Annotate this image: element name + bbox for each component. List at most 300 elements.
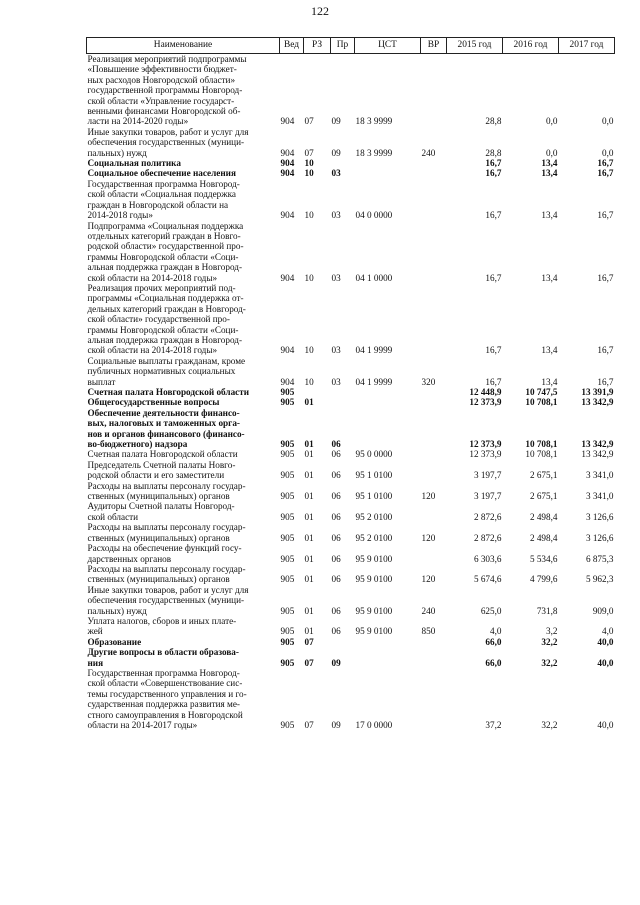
name-line: государственной программы Новгород- [87, 85, 243, 96]
table-row [87, 460, 615, 481]
cell-ved: 905 [280, 574, 295, 585]
cell-2017: 6 875,3 [585, 553, 614, 564]
cell-ved: 905 [280, 605, 295, 616]
cell-pr: 06 [331, 532, 341, 543]
cell-2015: 66,0 [485, 657, 502, 668]
table-row [87, 543, 615, 564]
cell-vr [421, 158, 447, 168]
name-line: Председатель Счетной палаты Новго- [87, 459, 236, 470]
cell-rz: 01 [304, 574, 314, 585]
name-line: ласти на 2014-2020 годы» [87, 116, 189, 127]
cell-rz: 10 [304, 168, 314, 179]
cell-2016: 2 498,4 [529, 532, 558, 543]
cell-pr: 06 [331, 491, 341, 502]
name-line: ственных (муниципальных) органов [87, 532, 230, 543]
cell-cst [355, 647, 421, 668]
cell-rz: 07 [304, 657, 314, 668]
name-line: венными финансами Новгородской об- [87, 106, 241, 117]
cell-2016: 10 708,1 [525, 439, 558, 450]
cell-ved: 905 [280, 387, 295, 397]
cell-vr [421, 543, 447, 564]
cell-2015: 28,8 [485, 116, 502, 127]
cell-ved: 905 [280, 511, 295, 522]
name-line: пальных) нужд [87, 147, 147, 158]
cell-2016: 731,8 [536, 605, 558, 616]
name-line: программы «Социальная поддержка от- [87, 293, 244, 304]
table-row [87, 127, 615, 158]
cell-cst: 95 9 0100 [355, 574, 393, 585]
cell-cst: 95 0 0000 [355, 449, 393, 460]
name-line: жей [87, 626, 103, 637]
column-header-2016: 2016 год [503, 38, 559, 54]
name-line: Государственная программа Новгород- [87, 178, 240, 189]
cell-name [87, 283, 280, 356]
cell-ved: 905 [280, 626, 295, 637]
table-row [87, 637, 615, 647]
table-body [87, 54, 615, 731]
cell-2017: 40,0 [597, 636, 614, 647]
cell-2015: 2 872,6 [473, 511, 502, 522]
name-line: пальных) нужд [87, 605, 147, 616]
cell-name [87, 397, 280, 407]
table-header-row [87, 38, 615, 54]
cell-cst: 95 1 0100 [355, 470, 393, 481]
column-header-rz: РЗ [304, 38, 331, 54]
cell-2017: 0,0 [602, 116, 614, 127]
name-line: Государственная программа Новгород- [87, 667, 240, 678]
name-line: ской области на 2014-2018 годы» [87, 345, 218, 356]
cell-2017: 4,0 [602, 626, 614, 637]
cell-2015: 16,7 [485, 376, 502, 387]
cell-vr [421, 283, 447, 356]
cell-cst: 95 9 0100 [355, 605, 393, 616]
cell-ved: 905 [280, 470, 295, 481]
cell-2017: 16,7 [597, 272, 614, 283]
table-row [87, 408, 615, 450]
name-line: граммы Новгородской области «Соци- [87, 251, 239, 262]
cell-cst [355, 168, 421, 178]
name-line: Обеспечение деятельности финансо- [87, 407, 240, 418]
cell-name [87, 522, 280, 543]
name-line: ных расходов Новгородской области» [87, 74, 236, 85]
cell-vr [421, 647, 447, 668]
budget-table [86, 37, 615, 730]
cell-2017: 13 342,9 [581, 397, 614, 408]
cell-ved: 905 [280, 439, 295, 450]
table-row [87, 54, 615, 127]
cell-cst: 95 2 0100 [355, 511, 393, 522]
column-header-ved: Вед [280, 38, 304, 54]
cell-vr [421, 408, 447, 450]
name-line: Подпрограмма «Социальная поддержка [87, 220, 244, 231]
name-line: Социальные выплаты гражданам, кроме [87, 355, 246, 366]
name-line: Иные закупки товаров, работ и услуг для [87, 584, 249, 595]
cell-2015: 625,0 [480, 605, 502, 616]
cell-vr [421, 460, 447, 481]
name-line: обеспечения государственных (муници- [87, 595, 245, 606]
cell-vr: 120 [421, 574, 436, 585]
name-line: ской области [87, 511, 139, 522]
cell-ved: 904 [280, 116, 295, 127]
cell-pr: 06 [331, 470, 341, 481]
cell-pr: 03 [331, 272, 341, 283]
cell-ved: 905 [280, 720, 295, 730]
cell-2016: 10 708,1 [525, 397, 558, 408]
cell-2016: 13,4 [541, 168, 558, 179]
column-header-2017: 2017 год [559, 38, 615, 54]
table-row [87, 356, 615, 387]
cell-name [87, 647, 280, 668]
cell-2017: 13 342,9 [581, 449, 614, 460]
cell-ved: 904 [280, 210, 295, 221]
table-row [87, 179, 615, 221]
cell-rz: 01 [304, 397, 314, 408]
cell-2017: 16,7 [597, 210, 614, 221]
cell-pr: 09 [331, 720, 341, 730]
cell-ved: 904 [280, 272, 295, 283]
cell-2017: 5 962,3 [585, 574, 614, 585]
cell-cst [355, 387, 421, 397]
name-line: родской области и его заместители [87, 470, 225, 481]
table-row [87, 397, 615, 407]
table-row [87, 221, 615, 283]
cell-pr: 09 [331, 657, 341, 668]
cell-2016: 32,2 [541, 657, 558, 668]
name-line: альная поддержка граждан в Новгород- [87, 262, 243, 273]
name-line: альная поддержка граждан в Новгород- [87, 334, 243, 345]
cell-rz: 01 [304, 491, 314, 502]
table-row [87, 668, 615, 730]
cell-name [87, 616, 280, 637]
name-line: выплат [87, 376, 116, 387]
cell-rz: 10 [304, 210, 314, 221]
cell-2016: 10 708,1 [525, 449, 558, 460]
cell-ved: 905 [280, 636, 295, 647]
cell-rz: 10 [304, 376, 314, 387]
cell-name [87, 501, 280, 522]
table-row [87, 647, 615, 668]
column-header-pr: Пр [331, 38, 355, 54]
cell-vr: 240 [421, 147, 436, 158]
cell-rz: 01 [304, 553, 314, 564]
cell-rz: 10 [304, 345, 314, 356]
cell-2016: 13,4 [541, 158, 558, 169]
name-line: области на 2014-2017 годы» [87, 720, 198, 730]
table-row [87, 158, 615, 168]
cell-pr: 03 [331, 376, 341, 387]
name-line: Реализация мероприятий подпрограммы [87, 54, 247, 64]
name-line: обеспечения государственных (муници- [87, 137, 245, 148]
table-row [87, 564, 615, 585]
name-line: во-бюджетного) надзора [87, 439, 188, 450]
cell-cst: 18 3 9999 [355, 147, 393, 158]
column-header-vr: ВР [421, 38, 447, 54]
cell-pr: 06 [331, 605, 341, 616]
cell-cst: 04 1 0000 [355, 272, 393, 283]
cell-vr [421, 179, 447, 221]
name-line: «Повышение эффективности бюджет- [87, 64, 237, 75]
cell-2016: 0,0 [546, 116, 558, 127]
cell-ved: 904 [280, 345, 295, 356]
cell-2016: 3,2 [546, 626, 558, 637]
name-line: родской области» государственной про- [87, 241, 244, 252]
cell-rz: 10 [304, 158, 314, 169]
cell-name [87, 221, 280, 283]
name-line: дарственных органов [87, 553, 172, 564]
cell-name [87, 481, 280, 502]
name-line: ской области «Социальная поддержка [87, 189, 237, 200]
column-header-2015: 2015 год [447, 38, 503, 54]
cell-vr [421, 668, 447, 730]
name-line: отдельных категорий граждан в Новго- [87, 230, 241, 241]
cell-rz: 01 [304, 439, 314, 450]
cell-2016: 2 675,1 [529, 491, 558, 502]
cell-2016: 32,2 [541, 720, 558, 730]
cell-2016: 13,4 [541, 376, 558, 387]
cell-pr [331, 158, 355, 168]
cell-2015: 3 197,7 [473, 491, 502, 502]
cell-2017: 16,7 [597, 376, 614, 387]
cell-ved: 905 [280, 397, 295, 408]
cell-pr: 06 [331, 511, 341, 522]
cell-cst: 04 1 9999 [355, 376, 393, 387]
table-row [87, 387, 615, 397]
name-line: Образование [87, 636, 142, 647]
cell-2016: 0,0 [546, 147, 558, 158]
cell-vr [421, 501, 447, 522]
cell-2016: 13,4 [541, 210, 558, 221]
cell-2015: 6 303,6 [473, 553, 502, 564]
name-line: Реализация прочих мероприятий под- [87, 282, 236, 293]
name-line: Счетная палата Новгородской области [87, 449, 238, 460]
cell-cst: 95 1 0100 [355, 491, 393, 502]
cell-2016: 5 534,6 [529, 553, 558, 564]
cell-2015: 16,7 [485, 168, 502, 179]
cell-2017: 13 342,9 [581, 439, 614, 450]
name-line: Расходы на выплаты персоналу государ- [87, 563, 246, 574]
cell-rz: 01 [304, 470, 314, 481]
cell-cst: 95 9 0100 [355, 553, 393, 564]
cell-name [87, 387, 280, 397]
name-line: граждан в Новгородской области на [87, 199, 229, 210]
cell-rz: 07 [304, 720, 314, 730]
cell-name [87, 668, 280, 730]
table-row [87, 481, 615, 502]
name-line: Уплата налогов, сборов и иных плате- [87, 615, 237, 626]
cell-cst: 17 0 0000 [355, 720, 393, 730]
cell-2015: 16,7 [485, 345, 502, 356]
cell-2015: 28,8 [485, 147, 502, 158]
name-line: Социальная политика [87, 158, 181, 169]
name-line: Иные закупки товаров, работ и услуг для [87, 126, 249, 137]
cell-2015: 3 197,7 [473, 470, 502, 481]
cell-ved: 904 [280, 168, 295, 179]
cell-rz: 01 [304, 449, 314, 460]
cell-2016: 13,4 [541, 272, 558, 283]
cell-2016: 2 498,4 [529, 511, 558, 522]
name-line: ской области «Управление государст- [87, 95, 235, 106]
cell-2015: 16,7 [485, 272, 502, 283]
cell-cst [355, 158, 421, 168]
cell-name [87, 356, 280, 387]
cell-2015: 16,7 [485, 210, 502, 221]
cell-2016: 13,4 [541, 345, 558, 356]
cell-2017: 13 391,9 [581, 387, 614, 397]
table-row [87, 449, 615, 459]
name-line: дельных категорий граждан в Новгород- [87, 303, 246, 314]
cell-ved: 904 [280, 147, 295, 158]
cell-2017: 16,7 [597, 168, 614, 179]
cell-vr [421, 387, 447, 397]
cell-rz [304, 387, 331, 397]
cell-pr [331, 387, 355, 397]
cell-2016: 4 799,6 [529, 574, 558, 585]
cell-cst: 04 0 0000 [355, 210, 393, 221]
name-line: граммы Новгородской области «Соци- [87, 324, 239, 335]
name-line: вых, налоговых и таможенных орга- [87, 418, 240, 429]
cell-name [87, 168, 280, 178]
cell-rz: 07 [304, 636, 314, 647]
cell-pr: 03 [331, 168, 341, 179]
cell-vr: 320 [421, 376, 436, 387]
cell-rz: 01 [304, 511, 314, 522]
cell-rz: 01 [304, 605, 314, 616]
cell-pr: 09 [331, 147, 341, 158]
cell-cst: 18 3 9999 [355, 116, 393, 127]
cell-2015: 16,7 [485, 158, 502, 169]
table-row [87, 585, 615, 616]
cell-name [87, 637, 280, 647]
cell-2017: 40,0 [597, 657, 614, 668]
table-row [87, 616, 615, 637]
cell-2015: 37,2 [485, 720, 502, 730]
cell-2017: 3 126,6 [585, 511, 614, 522]
cell-2015: 2 872,6 [473, 532, 502, 543]
cell-pr: 06 [331, 449, 341, 460]
name-line: Общегосударственные вопросы [87, 397, 220, 408]
cell-name [87, 543, 280, 564]
cell-2016: 2 675,1 [529, 470, 558, 481]
name-line: Счетная палата Новгородской области [87, 387, 250, 397]
cell-pr [331, 637, 355, 647]
cell-2015: 12 373,9 [469, 449, 502, 460]
cell-pr [331, 397, 355, 407]
name-line: Расходы на обеспечение функций госу- [87, 543, 242, 554]
cell-cst: 95 2 0100 [355, 532, 393, 543]
cell-2015: 66,0 [485, 636, 502, 647]
cell-pr: 03 [331, 345, 341, 356]
cell-name [87, 158, 280, 168]
cell-vr [421, 637, 447, 647]
name-line: Другие вопросы в области образова- [87, 647, 239, 658]
cell-vr: 850 [421, 626, 436, 637]
cell-vr [421, 449, 447, 459]
cell-2017: 16,7 [597, 345, 614, 356]
cell-pr: 06 [331, 626, 341, 637]
cell-cst: 04 1 9999 [355, 345, 393, 356]
cell-vr: 120 [421, 491, 436, 502]
cell-2016: 32,2 [541, 636, 558, 647]
cell-vr: 120 [421, 532, 436, 543]
cell-vr: 240 [421, 605, 436, 616]
cell-2015: 12 373,9 [469, 439, 502, 450]
cell-rz: 01 [304, 626, 314, 637]
cell-cst [355, 397, 421, 407]
name-line: Расходы на выплаты персоналу государ- [87, 522, 246, 533]
cell-ved: 905 [280, 491, 295, 502]
name-line: Аудиторы Счетной палаты Новгород- [87, 501, 235, 512]
cell-rz: 07 [304, 147, 314, 158]
cell-ved: 904 [280, 158, 295, 169]
cell-name [87, 179, 280, 221]
table-row [87, 168, 615, 178]
cell-ved: 905 [280, 553, 295, 564]
column-header-cst: ЦСТ [355, 38, 421, 54]
cell-cst [355, 637, 421, 647]
cell-2015: 12 448,9 [469, 387, 502, 397]
name-line: ской области «Совершенствование сис- [87, 678, 243, 689]
cell-2017: 909,0 [592, 605, 614, 616]
name-line: ственных (муниципальных) органов [87, 574, 230, 585]
cell-ved: 905 [280, 532, 295, 543]
cell-name [87, 408, 280, 450]
cell-rz: 01 [304, 532, 314, 543]
cell-cst [355, 408, 421, 450]
cell-pr: 06 [331, 439, 341, 450]
name-line: сударственная поддержка развития ме- [87, 699, 240, 710]
cell-ved: 905 [280, 449, 295, 460]
name-line: нов и органов финансового (финансо- [87, 428, 245, 439]
name-line: публичных нормативных социальных [87, 366, 236, 377]
page-number: 122 [311, 4, 329, 18]
cell-rz: 07 [304, 116, 314, 127]
cell-2015: 5 674,6 [473, 574, 502, 585]
cell-name [87, 585, 280, 616]
name-line: ской области на 2014-2018 годы» [87, 272, 218, 283]
name-line: Социальное обеспечение населения [87, 168, 236, 179]
cell-name [87, 460, 280, 481]
cell-2015: 12 373,9 [469, 397, 502, 408]
cell-2017: 16,7 [597, 158, 614, 169]
cell-pr: 06 [331, 553, 341, 564]
cell-2017: 40,0 [597, 720, 614, 730]
cell-pr: 06 [331, 574, 341, 585]
table-row [87, 522, 615, 543]
cell-name [87, 449, 280, 459]
cell-vr [421, 168, 447, 178]
cell-ved: 904 [280, 376, 295, 387]
name-line: ственных (муниципальных) органов [87, 491, 230, 502]
name-line: ской области» государственной про- [87, 314, 230, 325]
name-line: темы государственного управления и го- [87, 688, 247, 699]
cell-name [87, 54, 280, 127]
name-line: стного самоуправления в Новгородской [87, 709, 243, 720]
cell-2017: 0,0 [602, 147, 614, 158]
cell-2016: 10 747,5 [525, 387, 558, 397]
column-header-name: Наименование [87, 38, 280, 54]
cell-2017: 3 341,0 [585, 491, 614, 502]
cell-name [87, 127, 280, 158]
cell-2017: 3 126,6 [585, 532, 614, 543]
cell-pr: 03 [331, 210, 341, 221]
cell-ved: 905 [280, 657, 295, 668]
cell-vr [421, 397, 447, 407]
cell-rz: 10 [304, 272, 314, 283]
cell-vr [421, 221, 447, 283]
cell-2015: 4,0 [490, 626, 502, 637]
cell-vr [421, 54, 447, 127]
table-row [87, 283, 615, 356]
